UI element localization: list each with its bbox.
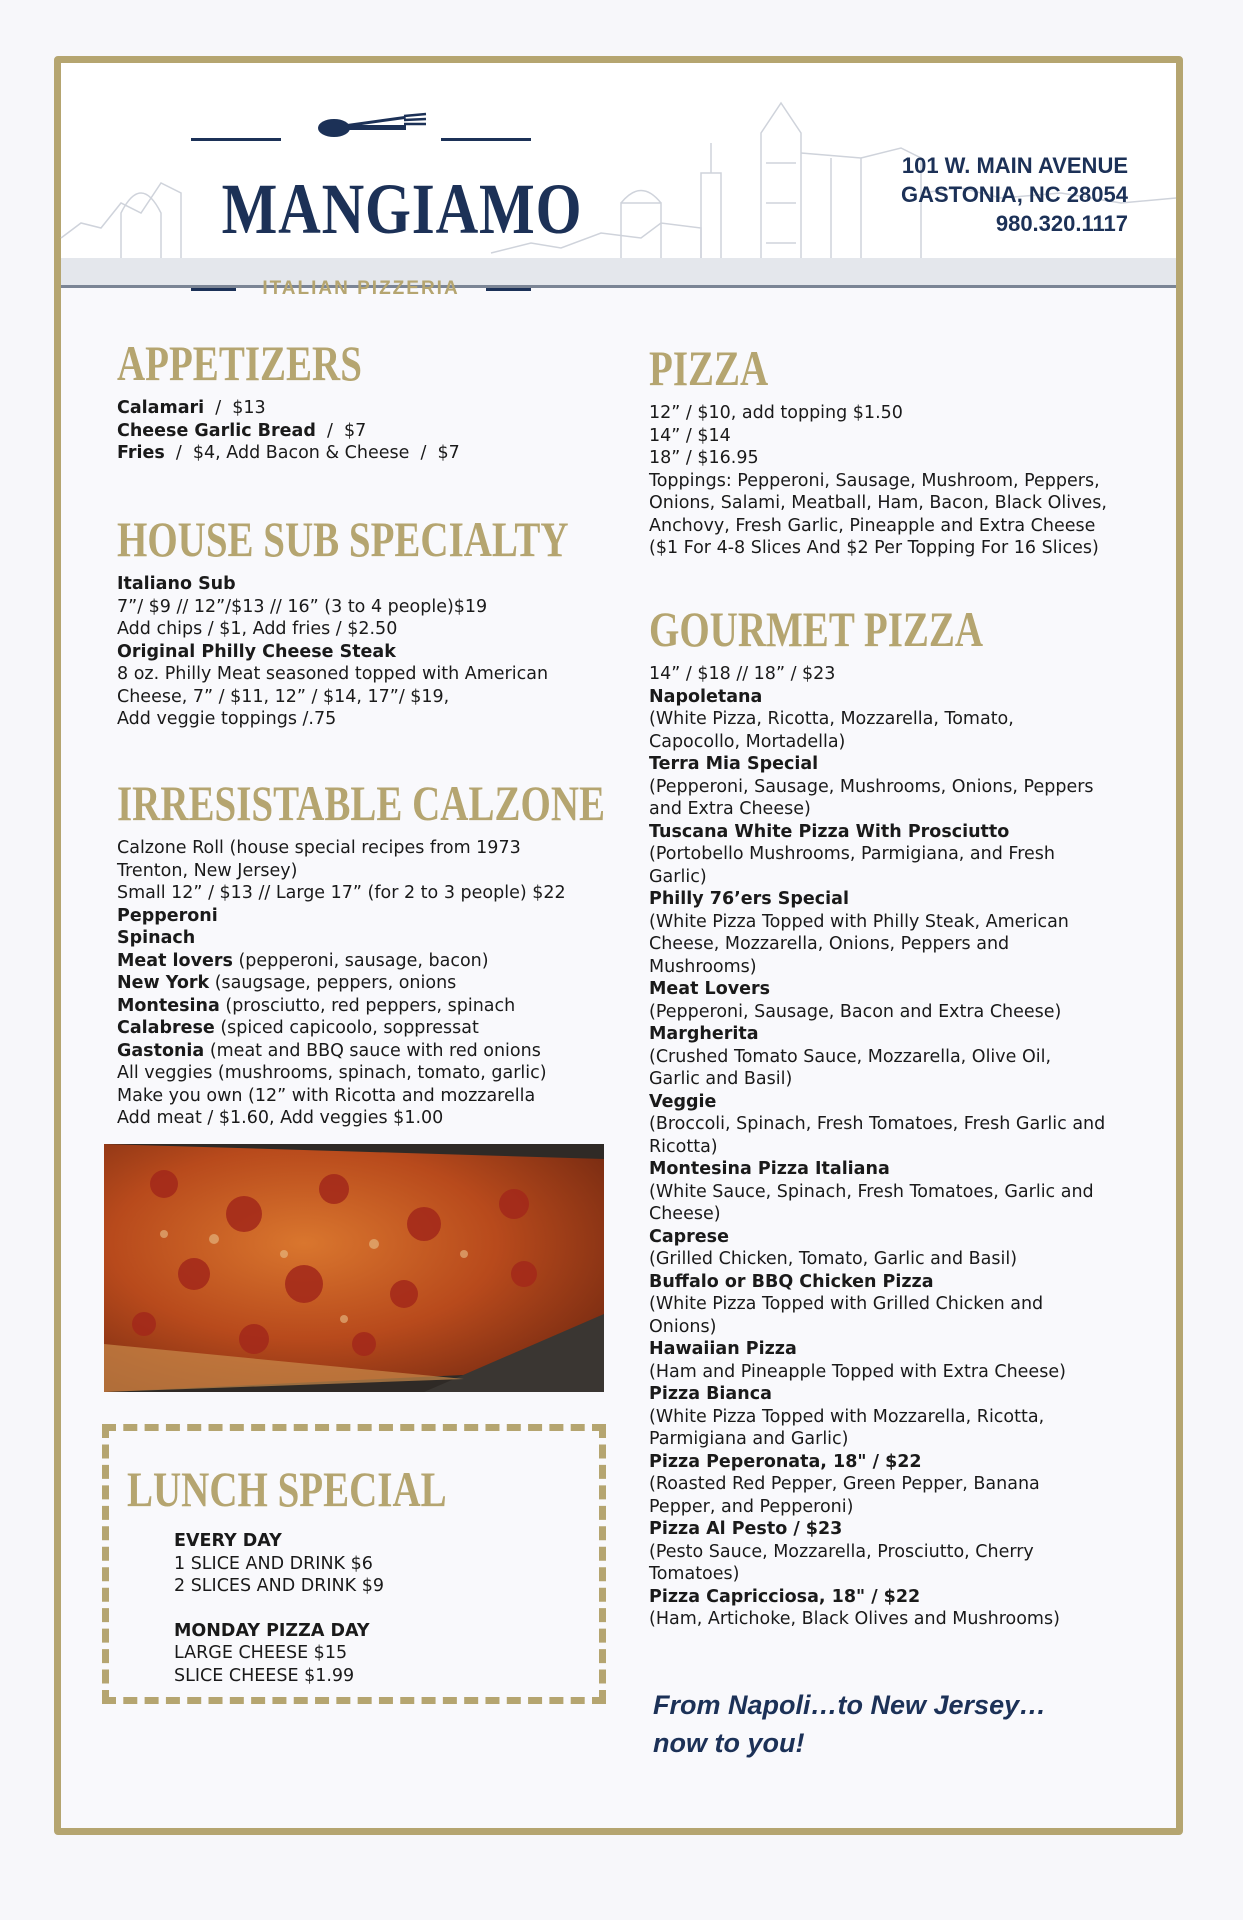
monday-deal-2: SLICE CHEESE $1.99 xyxy=(174,1665,355,1686)
calzone-name: Spinach xyxy=(117,928,196,948)
gourmet-item xyxy=(649,1226,1169,1271)
every-day-deal-1: 1 SLICE AND DRINK $6 xyxy=(174,1553,373,1574)
philly-steak-addons: Add veggie toppings /.75 xyxy=(117,709,337,729)
calzone-add-ons: Add meat / $1.60, Add veggies $1.00 xyxy=(117,1108,444,1128)
gourmet-item-name: Pizza Peperonata, 18" / $22 xyxy=(649,1451,922,1472)
gourmet-item-desc: and Extra Cheese) xyxy=(649,799,811,819)
gourmet-item xyxy=(649,888,1169,978)
gourmet-item-desc: (Pepperoni, Sausage, Mushrooms, Onions, Peppers xyxy=(649,776,1094,797)
pizza-line: 14” / $14 xyxy=(649,425,731,446)
appetizers-list xyxy=(117,397,597,465)
pizza-line: ($1 For 4-8 Slices And $2 Per Topping For 16 Slices) xyxy=(649,538,1099,558)
logo-name: MANGIAMO xyxy=(221,169,583,249)
tagline xyxy=(653,1686,1046,1762)
gourmet-item xyxy=(649,1518,1169,1586)
gourmet-item-desc: (White Pizza Topped with Grilled Chicken and xyxy=(649,1294,1044,1314)
gourmet-item-desc: (Pesto Sauce, Mozzarella, Prosciutto, Cherry xyxy=(649,1541,1034,1562)
calzone-item xyxy=(117,905,597,928)
appetizer-name: Fries xyxy=(117,443,165,463)
gourmet-item-desc: Mushrooms) xyxy=(649,956,757,977)
philly-steak-prices: Cheese, 7” / $11, 12” / $14, 17”/ $19, xyxy=(117,686,450,707)
calzone-detail: (saugsage, peppers, onions xyxy=(209,973,457,993)
philly-steak-desc: 8 oz. Philly Meat seasoned topped with American xyxy=(117,664,549,684)
italiano-sub-addons: Add chips / $1, Add fries / $2.50 xyxy=(117,619,398,639)
house-sub-title: HOUSE SUB SPECIALTY xyxy=(117,511,569,567)
gourmet-item-desc: (Roasted Red Pepper, Green Pepper, Banana xyxy=(649,1474,1040,1494)
gourmet-item-desc: Ricotta) xyxy=(649,1136,718,1157)
gourmet-pizza-list xyxy=(649,686,1169,1631)
appetizer-name: Cheese Garlic Bread xyxy=(117,420,316,441)
lunch-special-title: LUNCH SPECIAL xyxy=(127,1461,447,1517)
gourmet-item-desc: (Pepperoni, Sausage, Bacon and Extra Cheese) xyxy=(649,1001,1062,1022)
calzone-item xyxy=(117,950,597,973)
gourmet-item-desc: Pepper, and Pepperoni) xyxy=(649,1496,854,1517)
mangiamo-logo xyxy=(191,108,583,299)
gourmet-item-desc: (Ham, Artichoke, Black Olives and Mushrooms) xyxy=(649,1609,1060,1629)
gourmet-item xyxy=(649,1586,1169,1631)
italiano-sub-name: Italiano Sub xyxy=(117,574,236,594)
gourmet-item-desc: Capocollo, Mortadella) xyxy=(649,731,846,752)
lunch-special-box xyxy=(102,1424,606,1704)
header xyxy=(61,63,1176,299)
pizza-line: Onions, Salami, Meatball, Ham, Bacon, Black Olives, xyxy=(649,493,1107,513)
appetizer-price: / $13 xyxy=(204,398,266,418)
appetizers-title: APPETIZERS xyxy=(117,335,362,391)
gourmet-item-name: Veggie xyxy=(649,1091,717,1112)
calzone-item xyxy=(117,927,597,950)
gourmet-item xyxy=(649,1383,1169,1451)
appetizers-section xyxy=(117,335,597,465)
address-city: GASTONIA, NC 28054 xyxy=(900,182,1128,207)
calzone-detail: (pepperoni, sausage, bacon) xyxy=(232,950,489,971)
pizza-line: Anchovy, Fresh Garlic, Pineapple and Extra Cheese xyxy=(649,515,1096,536)
gourmet-item-desc: Cheese, Mozzarella, Onions, Peppers and xyxy=(649,934,1010,954)
calzone-item xyxy=(117,972,597,995)
pizza-title: PIZZA xyxy=(649,340,769,396)
calzone-name: New York xyxy=(117,973,210,993)
calzone-name: Calabrese xyxy=(117,1018,215,1038)
gourmet-item-name: Pizza Al Pesto / $23 xyxy=(649,1519,843,1539)
gourmet-item xyxy=(649,1451,1169,1519)
pizza-list xyxy=(649,402,1149,560)
gourmet-item-desc: (White Pizza Topped with Mozzarella, Ricotta, xyxy=(649,1406,1045,1427)
calzone-intro: Calzone Roll (house special recipes from 1973 xyxy=(117,838,521,858)
calzone-name: Pepperoni xyxy=(117,905,218,926)
gourmet-item xyxy=(649,1271,1169,1339)
gourmet-item-name: Terra Mia Special xyxy=(649,754,819,774)
every-day-deal-2: 2 SLICES AND DRINK $9 xyxy=(174,1576,384,1596)
italiano-sub-sizes: 7”/ $9 // 12”/$13 // 16” (3 to 4 people)$19 xyxy=(117,596,488,617)
gourmet-item xyxy=(649,821,1169,889)
gourmet-pizza-section xyxy=(649,601,1169,1631)
philly-steak-name: Original Philly Cheese Steak xyxy=(117,641,396,662)
gourmet-item-desc: Cheese) xyxy=(649,1204,721,1224)
gourmet-pizza-title: GOURMET PIZZA xyxy=(649,601,984,657)
gourmet-item-name: Napoletana xyxy=(649,686,763,707)
calzone-detail: (meat and BBQ sauce with red onions xyxy=(204,1040,541,1061)
pizza-photo-image xyxy=(104,1144,604,1392)
calzone-title: IRRESISTABLE CALZONE xyxy=(117,775,606,831)
calzone-name: Gastonia xyxy=(117,1040,205,1061)
appetizer-item xyxy=(117,442,597,465)
gourmet-item xyxy=(649,686,1169,754)
tagline-line-2: now to you! xyxy=(653,1728,805,1758)
gourmet-item-name: Buffalo or BBQ Chicken Pizza xyxy=(649,1271,934,1292)
pizza-line: Toppings: Pepperoni, Sausage, Mushroom, Peppers, xyxy=(649,470,1100,491)
gourmet-item xyxy=(649,978,1169,1023)
pizza-line: 12” / $10, add topping $1.50 xyxy=(649,403,903,423)
gourmet-item-desc: (Ham and Pineapple Topped with Extra Cheese) xyxy=(649,1361,1066,1382)
address-block xyxy=(901,151,1128,238)
monday-deal-1: LARGE CHEESE $15 xyxy=(174,1643,348,1663)
calzone-detail: (spiced capicoolo, soppressat xyxy=(214,1018,479,1038)
calzone-item xyxy=(117,1040,597,1063)
gourmet-item-name: Hawaiian Pizza xyxy=(649,1339,797,1359)
lunch-special-details xyxy=(174,1530,574,1687)
calzone-intro-cont: Trenton, New Jersey) xyxy=(117,860,298,881)
calzone-name: Meat lovers xyxy=(117,950,233,971)
gourmet-item-desc: (Grilled Chicken, Tomato, Garlic and Basil) xyxy=(649,1249,1018,1269)
pizza-line: 18” / $16.95 xyxy=(649,448,759,468)
address-street: 101 W. MAIN AVENUE xyxy=(901,153,1128,178)
gourmet-item-desc: (White Pizza, Ricotta, Mozzarella, Tomato, xyxy=(649,709,1014,729)
calzone-make-own: Make you own (12” with Ricotta and mozzarella xyxy=(117,1085,536,1106)
gourmet-item-name: Margherita xyxy=(649,1024,759,1044)
gourmet-item-desc: (Crushed Tomato Sauce, Mozzarella, Olive Oil, xyxy=(649,1046,1052,1067)
calzone-all-veggies: All veggies (mushrooms, spinach, tomato, garlic) xyxy=(117,1063,547,1083)
gourmet-item-name: Philly 76’ers Special xyxy=(649,889,849,909)
gourmet-item xyxy=(649,1338,1169,1383)
gourmet-item-name: Meat Lovers xyxy=(649,979,771,999)
gourmet-item-name: Montesina Pizza Italiana xyxy=(649,1159,890,1179)
gourmet-item-desc: Garlic) xyxy=(649,866,707,887)
calzone-sizes: Small 12” / $13 // Large 17” (for 2 to 3 people) $22 xyxy=(117,883,566,903)
calzone-detail: (prosciutto, red peppers, spinach xyxy=(219,995,516,1016)
fork-spoon-icon xyxy=(286,108,436,148)
every-day-label: EVERY DAY xyxy=(174,1531,282,1551)
monday-label: MONDAY PIZZA DAY xyxy=(174,1620,370,1641)
tagline-line-1: From Napoli…to New Jersey… xyxy=(653,1690,1047,1720)
gourmet-item-name: Pizza Bianca xyxy=(649,1384,772,1404)
gourmet-item-desc: Onions) xyxy=(649,1316,717,1337)
gourmet-item-name: Tuscana White Pizza With Prosciutto xyxy=(649,821,1010,842)
gourmet-item-name: Caprese xyxy=(649,1226,729,1247)
calzone-list xyxy=(117,905,597,1063)
gourmet-item xyxy=(649,1091,1169,1159)
gourmet-item-desc: (Broccoli, Spinach, Fresh Tomatoes, Fresh Garlic and xyxy=(649,1114,1106,1134)
appetizer-name: Calamari xyxy=(117,398,205,418)
calzone-name: Montesina xyxy=(117,995,220,1016)
appetizer-item xyxy=(117,420,597,443)
gourmet-item-name: Pizza Capricciosa, 18" / $22 xyxy=(649,1586,921,1607)
logo-subtitle: ITALIAN PIZZERIA xyxy=(262,278,460,299)
pizza-section xyxy=(649,340,1149,560)
calzone-section xyxy=(117,775,606,1130)
gourmet-item xyxy=(649,1158,1169,1226)
gourmet-item-desc: (Portobello Mushrooms, Parmigiana, and Fresh xyxy=(649,844,1055,864)
appetizer-price: / $4, Add Bacon & Cheese / $7 xyxy=(164,443,460,463)
gourmet-item-desc: Parmigiana and Garlic) xyxy=(649,1429,849,1449)
appetizer-price: / $7 xyxy=(315,420,367,441)
gourmet-item xyxy=(649,1023,1169,1091)
gourmet-item-desc: (White Sauce, Spinach, Fresh Tomatoes, Garlic and xyxy=(649,1181,1094,1202)
gourmet-pizza-sizes: 14” / $18 // 18” / $23 xyxy=(649,664,836,684)
gourmet-item-desc: (White Pizza Topped with Philly Steak, American xyxy=(649,911,1069,932)
phone-number: 980.320.1117 xyxy=(995,211,1128,236)
pizza-photo xyxy=(104,1144,604,1392)
calzone-item xyxy=(117,995,597,1018)
gourmet-item-desc: Garlic and Basil) xyxy=(649,1069,793,1089)
calzone-item xyxy=(117,1017,597,1040)
gourmet-item-desc: Tomatoes) xyxy=(649,1564,740,1584)
house-sub-section xyxy=(117,511,597,731)
gourmet-item xyxy=(649,753,1169,821)
appetizer-item xyxy=(117,397,597,420)
